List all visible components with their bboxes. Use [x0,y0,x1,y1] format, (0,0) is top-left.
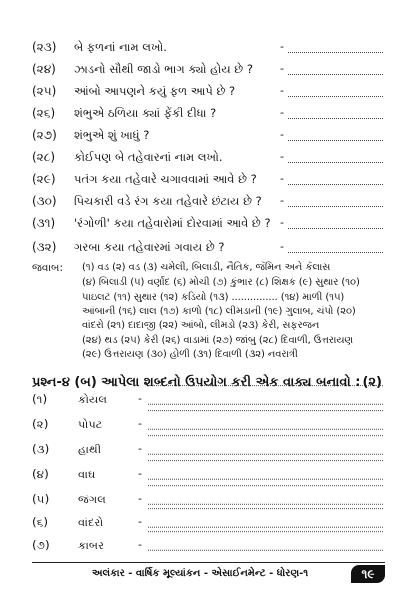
word-row [0,466,411,486]
answer-dash: - [280,84,284,97]
question-text: આંબો આપણને કયું ફળ આપે છે ? [74,84,236,98]
section-marks: (૨) [362,375,382,390]
question-row [0,126,411,148]
question-text: બે ફળનાં નામ લખો. [74,40,167,54]
answer-line[interactable] [288,228,383,229]
question-row [0,38,411,60]
footer-text: અલંકાર - વાર્ષિક મૂલ્યાંકન - એસાઈનમેન્ટ - ધોરણ-૧ [92,568,309,579]
question-number: (૨૯) [32,172,56,186]
question-text: પતંગ કયા તહેવારે ચગાવવામાં આવે છે ? [74,172,257,186]
question-text: કોઈપણ બે તહેવારનાં નામ લખો. [74,150,223,164]
answer-line-upper[interactable] [148,531,383,532]
answer-line[interactable] [288,140,383,141]
answer-line[interactable] [148,404,383,405]
word-text: પોપટ [78,417,103,431]
question-number: (૩૨) [32,240,57,254]
question-number: (૩૧) [32,216,56,230]
word-row [0,416,411,436]
answer-line-upper[interactable] [148,508,383,509]
answer-dash: - [280,128,284,141]
answer-key-label: જવાબ: [32,262,64,274]
page-footer [32,562,385,583]
answer-dash: - [138,538,142,551]
question-row [0,238,411,260]
word-text: જંગલ [78,492,106,506]
page-number: ૧૯ [351,565,385,583]
answer-dash: - [138,467,142,480]
answer-line-upper[interactable] [148,435,383,436]
section-title: પ્રશ્ન-૪ (બ) આપેલા શબ્દનો ઉપયોગ કરી એક વાક્ય બનાવો : [32,375,361,390]
answer-line[interactable] [288,206,383,207]
word-number: (૭) [32,538,50,552]
answer-dash: - [280,150,284,163]
word-text: વાઘ [78,467,96,481]
question-text: ઝાડનો સૌથી જાડો ભાગ ક્યો હોય છે ? [74,62,253,76]
answer-line[interactable] [148,527,383,528]
answer-line[interactable] [288,96,383,97]
question-text: ગરબા કયા તહેવારમાં ગવાય છે ? [74,240,225,254]
question-text: શંભુએ શું ખાધું ? [74,128,150,142]
answer-key-line: (૪) બિલાડી (૫) વર્ણાંદ (૬) મોચી (૭) કુંભાર (૮) શિક્ષક (૯) સુથાર (૧૦) [82,277,360,288]
answer-dash: - [280,106,284,119]
answer-line[interactable] [288,74,383,75]
answer-dash: - [138,417,142,430]
question-number: (૩૦) [32,194,57,208]
answer-key-line: વાંદરો (૨૧) દાદાજી (૨૨) આંબો, લીમડો (૨૩) કેરી, સફરજન [82,320,320,331]
answer-line-upper[interactable] [148,410,383,411]
word-text: કાબર [78,538,105,552]
answer-dash: - [280,62,284,75]
answer-dash: - [280,40,284,53]
question-number: (૨૮) [32,150,56,164]
question-row [0,214,411,236]
word-row [0,441,411,461]
answer-dash: - [138,515,142,528]
question-row [0,148,411,170]
word-row [0,391,411,411]
answer-dash: - [138,392,142,405]
answer-key-line: (૨૯) ઉત્તરાયણ (૩૦) હોળી (૩૧) દિવાળી (૩૨) નવરાત્રી [82,349,298,360]
question-number: (૨૬) [32,106,56,120]
word-number: (૨) [32,417,49,431]
answer-line-upper[interactable] [148,485,383,486]
answer-line-upper[interactable] [148,460,383,461]
word-number: (૩) [32,442,50,456]
answer-key-line: પાઇલટ (૧૧) સુથાર (૧૨) કડિયો (૧૩) ............... (૧૪) માળી (૧૫) [82,292,345,303]
answer-line[interactable] [288,118,383,119]
answer-line[interactable] [288,162,383,163]
question-text: 'રંગોળી' કયા તહેવારોમાં દોરવામાં આવે છે ? [74,216,271,230]
word-text: વાંદરો [78,515,104,529]
word-number: (૪) [32,467,49,481]
answer-key-line: (૧) વડ (૨) વડ (૩) ચમેલી, બિલાડી, નૈતિક, જૅમિન અને કૅલાસ [82,262,331,273]
word-text: હાથી [78,442,102,456]
answer-line[interactable] [148,504,383,505]
question-text: શંભુએ ઠળિયા ક્યાં ફેંકી દીધા ? [74,106,217,120]
answer-line[interactable] [288,252,383,253]
answer-line[interactable] [288,184,383,185]
question-number: (૨૪) [32,62,56,76]
answer-line-upper[interactable] [148,385,383,386]
word-number: (૧) [32,392,48,406]
answer-dash: - [280,240,284,253]
question-number: (૨૩) [32,40,57,54]
word-row [0,537,411,557]
answer-line[interactable] [148,550,383,551]
section-heading [32,375,382,390]
word-text: કોયલ [78,392,108,406]
word-number: (૬) [32,515,49,529]
question-row [0,82,411,104]
answer-dash: - [138,442,142,455]
answer-dash: - [280,194,284,207]
answer-dash: - [138,492,142,505]
answer-line[interactable] [288,52,383,53]
answer-key-line: આંબાની (૧૬) લાલ (૧૭) કાળો (૧૮) લીમડાની (૧૯) ગુલાબ, ચંપો (૨૦) [82,306,356,317]
word-number: (૫) [32,492,50,506]
question-text: પિચકારી વડે રંગ કયા તહેવારે છંટાય છે ? [74,194,262,208]
answer-dash: - [280,172,284,185]
answer-line[interactable] [148,479,383,480]
question-row [0,60,411,82]
question-number: (૨૫) [32,84,57,98]
answer-key-line: (૨૪) થડ (૨૫) કેરી (૨૬) વાડામાં (૨૭) જાંબુ (૨૮) દિવાળી, ઉત્તરાયણ [82,335,354,346]
answer-dash: - [280,216,284,229]
question-row [0,104,411,126]
question-row [0,170,411,192]
answer-line[interactable] [148,429,383,430]
answer-line[interactable] [148,454,383,455]
question-number: (૨૭) [32,128,57,142]
question-row [0,192,411,214]
